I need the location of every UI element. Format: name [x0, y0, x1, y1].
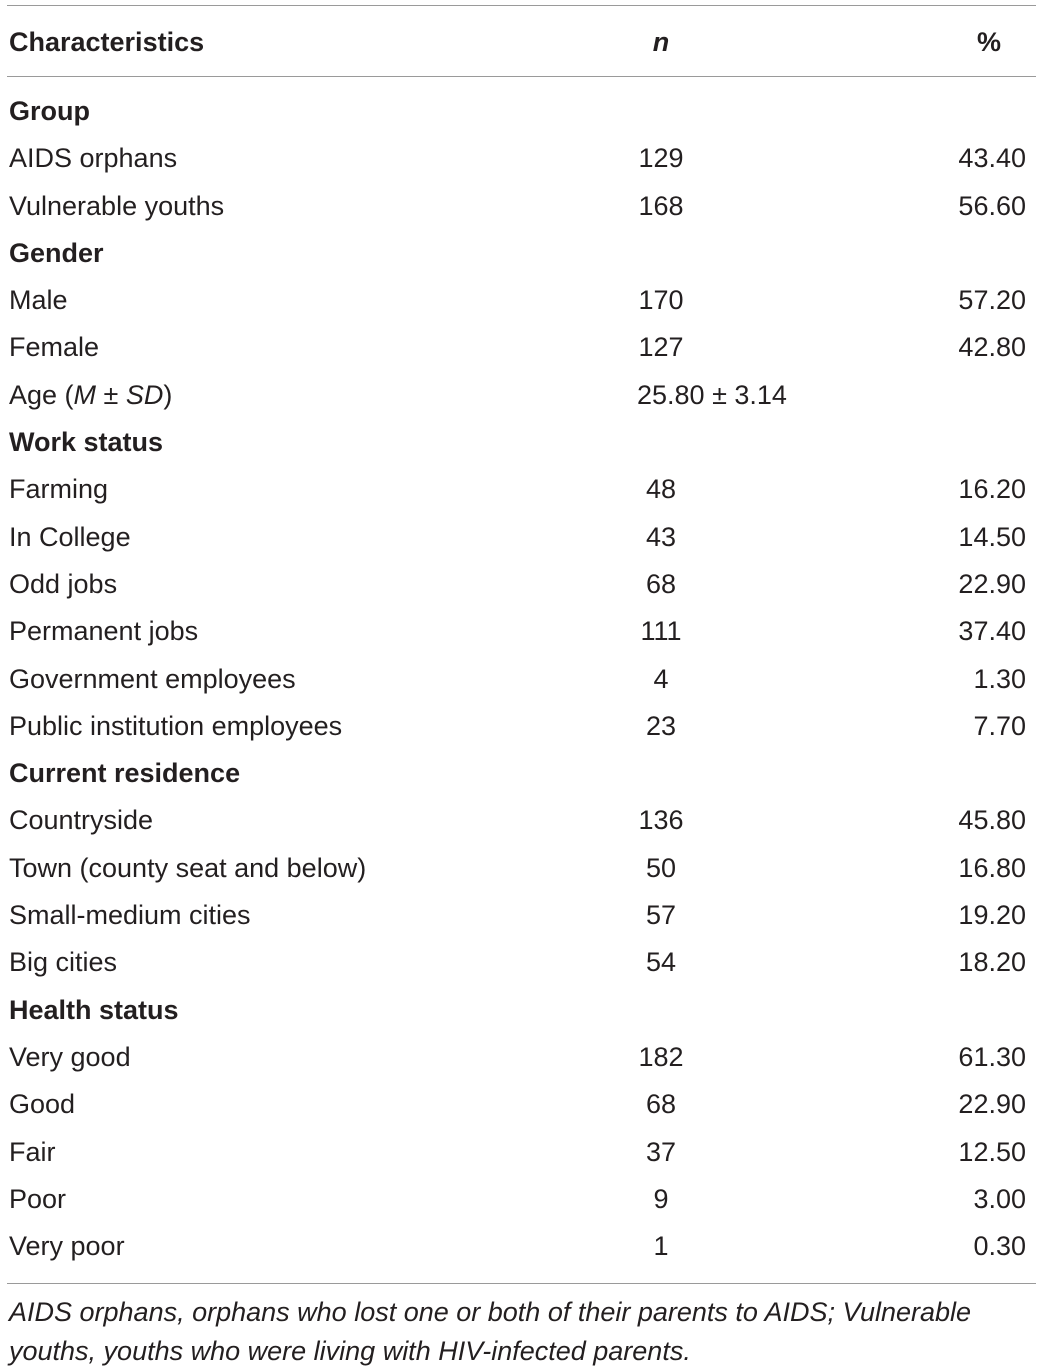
age-label-part: M	[73, 379, 97, 410]
table-row	[0, 892, 1042, 939]
row-label: Male	[9, 285, 68, 316]
table-body	[0, 88, 1042, 1270]
header-percent: %	[976, 27, 1001, 57]
table-header-rule	[7, 76, 1036, 77]
row-label: Public institution employees	[9, 710, 343, 741]
table-row	[0, 324, 1042, 371]
row-label: In College	[9, 521, 131, 552]
age-label-part: )	[163, 379, 173, 410]
row-label: Town (county seat and below)	[9, 852, 367, 883]
n-value: 48	[645, 474, 677, 505]
row-label: Government employees	[9, 663, 296, 694]
row-label: Good	[9, 1089, 76, 1120]
percent-value: 1.30	[973, 663, 1026, 694]
section-header-row	[0, 230, 1042, 277]
percent-value: 14.50	[958, 521, 1026, 552]
header-characteristics: Characteristics	[9, 27, 205, 57]
percent-value: 56.60	[958, 190, 1026, 221]
row-label: AIDS orphans	[9, 143, 178, 174]
n-value: 37	[645, 1136, 677, 1167]
percent-value: 45.80	[958, 805, 1026, 836]
section-label: Health status	[9, 994, 179, 1025]
table-footnote: AIDS orphans, orphans who lost one or both of their parents to AIDS; Vulnerable youths, youths who were living with HIV-infected parents.	[9, 1297, 972, 1366]
header-n: n	[652, 27, 670, 57]
row-label: Odd jobs	[9, 568, 118, 599]
table-row	[0, 1176, 1042, 1223]
age-label-part: SD	[125, 379, 164, 410]
row-label: Permanent jobs	[9, 616, 199, 647]
n-value: 43	[645, 521, 677, 552]
table-row	[0, 372, 1042, 419]
percent-value: 12.50	[958, 1136, 1026, 1167]
row-label: Very poor	[9, 1231, 125, 1262]
table-row	[0, 1081, 1042, 1128]
row-label: Vulnerable youths	[9, 190, 225, 221]
n-value: 50	[645, 852, 677, 883]
percent-value: 57.20	[958, 285, 1026, 316]
table-row	[0, 561, 1042, 608]
table-row	[0, 845, 1042, 892]
n-value: 9	[653, 1183, 669, 1214]
table-header-row	[0, 5, 1042, 76]
row-label	[9, 372, 172, 419]
row-label: Big cities	[9, 947, 118, 978]
n-value: 1	[653, 1231, 669, 1262]
percent-value: 42.80	[958, 332, 1026, 363]
age-label-part: Age (	[9, 379, 74, 410]
n-value: 129	[638, 143, 684, 174]
table-row	[0, 183, 1042, 230]
age-label-part: ±	[96, 379, 126, 410]
n-value: 170	[638, 285, 684, 316]
percent-value: 61.30	[958, 1041, 1026, 1072]
table-row	[0, 608, 1042, 655]
table-row	[0, 939, 1042, 986]
table-row	[0, 1034, 1042, 1081]
percent-value: 22.90	[958, 1089, 1026, 1120]
row-label: Female	[9, 332, 100, 363]
percent-value: 43.40	[958, 143, 1026, 174]
table-row	[0, 466, 1042, 513]
row-label: Fair	[9, 1136, 56, 1167]
n-value: 4	[653, 663, 669, 694]
table-row	[0, 797, 1042, 844]
percent-value: 22.90	[958, 568, 1026, 599]
n-value: 68	[645, 568, 677, 599]
n-value: 127	[638, 332, 684, 363]
table-row	[0, 277, 1042, 324]
n-value: 182	[638, 1041, 684, 1072]
row-label: Countryside	[9, 805, 154, 836]
percent-value: 37.40	[958, 616, 1026, 647]
percent-value: 16.80	[958, 852, 1026, 883]
row-label: Poor	[9, 1183, 67, 1214]
n-value: 68	[645, 1089, 677, 1120]
section-label: Group	[9, 96, 90, 126]
row-label: Very good	[9, 1041, 131, 1072]
section-header-row	[0, 987, 1042, 1034]
n-value: 23	[645, 710, 677, 741]
table-row	[0, 1223, 1042, 1270]
percent-value: 7.70	[973, 710, 1026, 741]
percent-value: 3.00	[973, 1183, 1026, 1214]
percent-value: 0.30	[973, 1231, 1026, 1262]
percent-value: 19.20	[958, 900, 1026, 931]
percent-value: 16.20	[958, 474, 1026, 505]
percent-value: 18.20	[958, 947, 1026, 978]
n-value: 57	[645, 900, 677, 931]
section-header-row	[0, 419, 1042, 466]
section-header-row	[0, 750, 1042, 797]
row-label: Small-medium cities	[9, 900, 251, 931]
table-row	[0, 1129, 1042, 1176]
n-value: 136	[638, 805, 684, 836]
table-bottom-rule	[7, 1283, 1036, 1284]
table-row	[0, 703, 1042, 750]
section-label: Work status	[9, 427, 164, 458]
n-value: 168	[638, 190, 684, 221]
n-value: 54	[645, 947, 677, 978]
section-header-row	[0, 88, 1042, 135]
section-label: Current residence	[9, 758, 241, 789]
table-row	[0, 135, 1042, 182]
row-label: Farming	[9, 474, 109, 505]
n-value: 25.80 ± 3.14	[637, 379, 787, 410]
section-label: Gender	[9, 237, 104, 268]
table-row	[0, 656, 1042, 703]
n-value: 111	[640, 616, 682, 647]
table-row	[0, 514, 1042, 561]
